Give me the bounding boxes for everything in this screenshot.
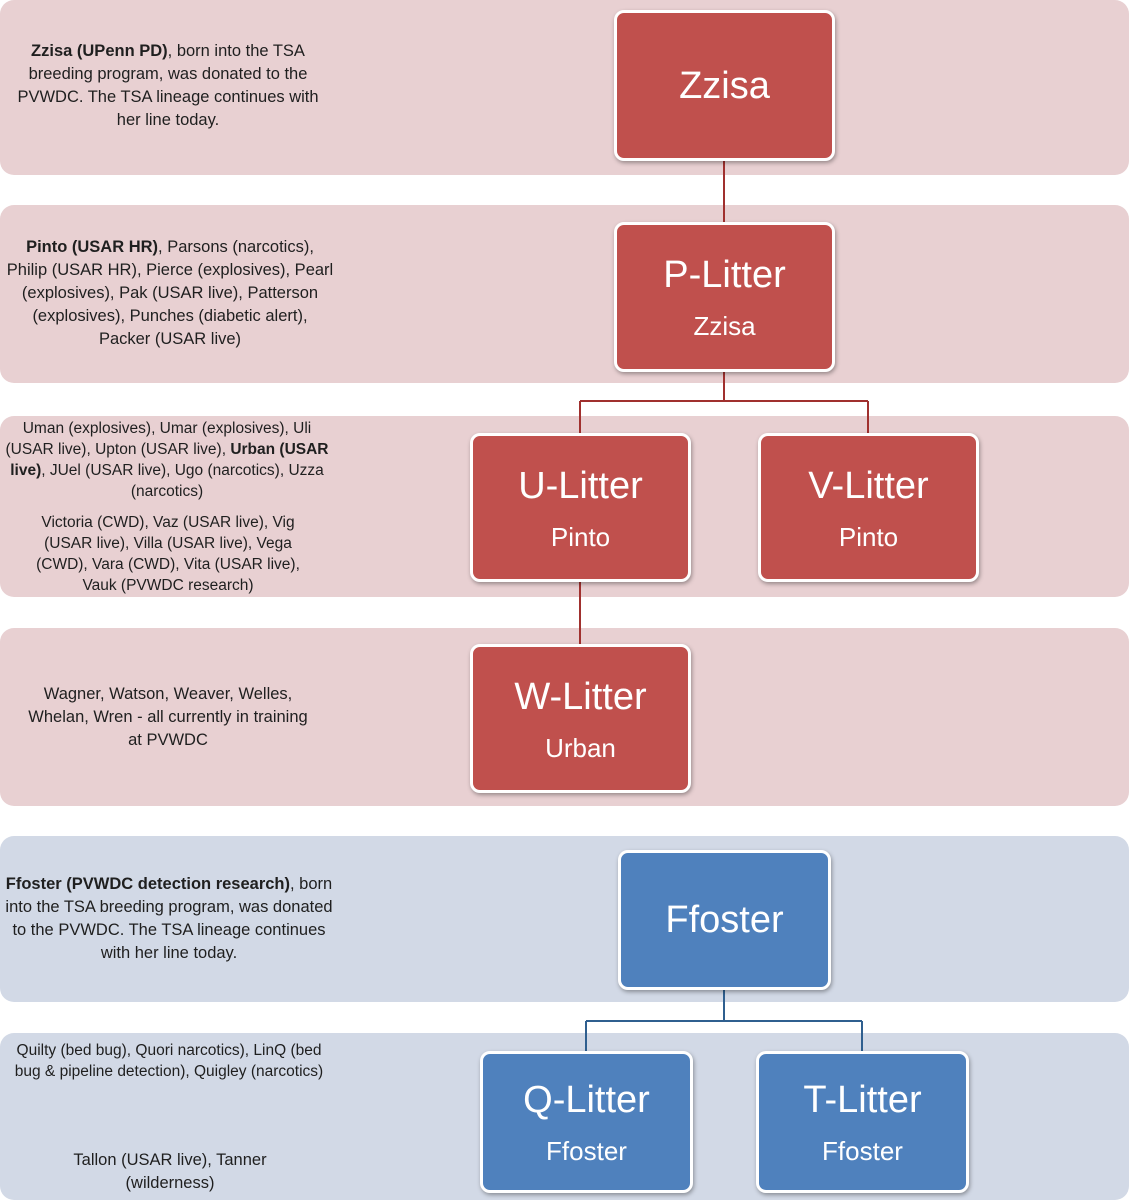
v-litter-description-text: Victoria (CWD), Vaz (USAR live), Vig (USAR live), Villa (USAR live), Vega (CWD), Vara (CWD), Vita (USAR live), Vauk (PVWDC research) xyxy=(36,514,300,594)
q-litter-description xyxy=(14,1040,324,1082)
node-p-litter-parent: Zzisa xyxy=(693,311,756,341)
node-v-litter-title: V-Litter xyxy=(808,464,929,507)
node-t-litter-parent: Ffoster xyxy=(822,1136,903,1166)
blue-connectors xyxy=(586,989,862,1051)
u-litter-description xyxy=(2,418,332,502)
node-u-litter xyxy=(470,433,691,582)
node-zzisa xyxy=(614,10,835,161)
t-litter-description xyxy=(50,1149,290,1195)
w-litter-description-text: Wagner, Watson, Weaver, Welles, Whelan, Wren - all currently in training at PVWDC xyxy=(28,685,308,749)
node-ffoster xyxy=(618,850,831,990)
p-litter-description-bold: Pinto (USAR HR) xyxy=(26,238,159,256)
u-litter-description-b: , JUel (USAR live), Ugo (narcotics), Uzza (narcotics) xyxy=(41,462,324,500)
node-w-litter xyxy=(470,644,691,793)
node-u-litter-parent: Pinto xyxy=(550,521,611,552)
zzisa-description-bold: Zzisa (UPenn PD) xyxy=(31,42,168,60)
v-litter-description xyxy=(20,512,316,596)
w-litter-description xyxy=(20,683,316,752)
node-u-litter-title: U-Litter xyxy=(518,464,643,507)
u-litter-description-bold: Urban (USAR live) xyxy=(10,441,329,479)
node-zzisa-title: Zzisa xyxy=(679,64,770,107)
node-q-litter-parent: Ffoster xyxy=(546,1136,627,1166)
q-litter-description-text: Quilty (bed bug), Quori narcotics), LinQ (bed bug & pipeline detection), Quigley (narcotics) xyxy=(14,1042,324,1080)
t-litter-description-text: Tallon (USAR live), Tanner (wilderness) xyxy=(73,1151,267,1192)
node-v-litter xyxy=(758,433,979,582)
zzisa-description-rest: , born into the TSA breeding program, was donated to the PVWDC. The TSA lineage continues with her line today. xyxy=(17,42,319,129)
ffoster-description-bold: Ffoster (PVWDC detection research) xyxy=(5,875,291,893)
node-p-litter-title: P-Litter xyxy=(663,254,786,296)
node-p-litter xyxy=(614,222,835,372)
node-t-litter xyxy=(756,1051,969,1193)
p-litter-description xyxy=(5,236,335,351)
node-ffoster-title: Ffoster xyxy=(665,899,784,941)
u-litter-description-a: Uman (explosives), Umar (explosives), Uli (USAR live), Upton (USAR live), xyxy=(5,420,312,458)
node-w-litter-title: W-Litter xyxy=(514,675,647,718)
ffoster-description-rest: , born into the TSA breeding program, was donated to the PVWDC. The TSA lineage continues with her line today. xyxy=(5,875,333,962)
node-q-litter-title: Q-Litter xyxy=(523,1079,650,1121)
p-litter-description-rest: , Parsons (narcotics), Philip (USAR HR), Pierce (explosives), Pearl (explosives), Pak (USAR live), Patterson (explosives), Punches (diabetic alert), Packer (USAR live) xyxy=(6,238,334,348)
node-w-litter-parent: Urban xyxy=(545,732,616,763)
node-t-litter-title: T-Litter xyxy=(803,1079,922,1121)
node-q-litter xyxy=(480,1051,693,1193)
zzisa-description xyxy=(8,40,328,132)
node-v-litter-parent: Pinto xyxy=(838,521,899,552)
ffoster-description xyxy=(5,873,333,965)
